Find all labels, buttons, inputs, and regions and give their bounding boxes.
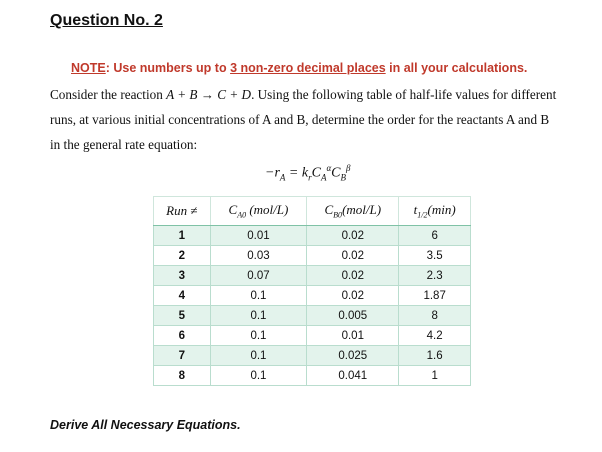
- header-run: Run ≠: [154, 197, 211, 226]
- cell-ca0: 0.1: [210, 306, 307, 326]
- table-row: [154, 286, 471, 306]
- cell-run: 6: [154, 326, 211, 346]
- table-row: [154, 246, 471, 266]
- cell-run: 2: [154, 246, 211, 266]
- table-row: [154, 306, 471, 326]
- cell-cb0: 0.02: [307, 286, 399, 306]
- eq-ca-sub: A: [320, 172, 327, 183]
- cell-cb0: 0.02: [307, 246, 399, 266]
- note-text-1: : Use numbers up to: [105, 61, 231, 75]
- half-life-table: [153, 196, 471, 386]
- cell-cb0: 0.025: [307, 346, 399, 366]
- table-row: [154, 346, 471, 366]
- cell-cb0: 0.005: [307, 306, 399, 326]
- note-line: [71, 61, 527, 75]
- cell-half-life: 1.87: [399, 286, 471, 306]
- cell-half-life: 6: [399, 226, 471, 246]
- cell-half-life: 4.2: [399, 326, 471, 346]
- table-header-row: [154, 197, 471, 226]
- cell-run: 5: [154, 306, 211, 326]
- note-text-2: in all your calculations.: [385, 61, 528, 75]
- eq-beta: β: [346, 163, 351, 173]
- cell-half-life: 1.6: [399, 346, 471, 366]
- question-heading: Question No. 2: [50, 12, 163, 29]
- table-body: [154, 226, 471, 386]
- cell-run: 1: [154, 226, 211, 246]
- cell-run: 3: [154, 266, 211, 286]
- eq-cb: C: [331, 165, 341, 181]
- cell-ca0: 0.01: [210, 226, 307, 246]
- eq-lhs-sub: A: [279, 172, 286, 183]
- eq-k: = k: [285, 165, 309, 181]
- cell-run: 4: [154, 286, 211, 306]
- eq-alpha: α: [326, 163, 332, 173]
- header-cb0: $C_{B0}(mol/L)$: [307, 197, 399, 226]
- table-row: [154, 326, 471, 346]
- eq-cb-sub: B: [340, 172, 347, 183]
- cell-ca0: 0.1: [210, 346, 307, 366]
- note-label: NOTE: [71, 61, 106, 75]
- cell-cb0: 0.041: [307, 366, 399, 386]
- cell-run: 7: [154, 346, 211, 366]
- header-ca0: $C_{A0}$ (mol/L): [210, 197, 307, 226]
- cell-ca0: 0.07: [210, 266, 307, 286]
- eq-lhs: −r: [265, 165, 280, 181]
- footer-instruction: Derive All Necessary Equations.: [50, 418, 241, 432]
- cell-ca0: 0.1: [210, 286, 307, 306]
- eq-ca: C: [311, 165, 321, 181]
- intro-paragraph: [50, 82, 560, 157]
- cell-half-life: 8: [399, 306, 471, 326]
- cell-half-life: 2.3: [399, 266, 471, 286]
- table-row: [154, 266, 471, 286]
- header-half-life: $t_{1/2}(\min)$: [399, 197, 471, 226]
- cell-half-life: 3.5: [399, 246, 471, 266]
- table-row: [154, 226, 471, 246]
- cell-half-life: 1: [399, 366, 471, 386]
- cell-cb0: 0.01: [307, 326, 399, 346]
- rate-equation: [265, 163, 351, 182]
- cell-cb0: 0.02: [307, 266, 399, 286]
- intro-prefix: Consider the reaction: [50, 87, 167, 102]
- cell-run: 8: [154, 366, 211, 386]
- cell-ca0: 0.1: [210, 366, 307, 386]
- reaction-expression: A + B → C + D: [166, 87, 252, 102]
- cell-cb0: 0.02: [307, 226, 399, 246]
- intro-suffix: . Using the following table of half-life values for different runs, at various initial concentrations of A and B, determine the order for the reactants A and B in the general rate equation:: [50, 87, 557, 152]
- table-row: [154, 366, 471, 386]
- eq-k-sub: r: [308, 172, 312, 183]
- cell-ca0: 0.03: [210, 246, 307, 266]
- note-emphasis: 3 non-zero decimal places: [230, 61, 386, 75]
- cell-ca0: 0.1: [210, 326, 307, 346]
